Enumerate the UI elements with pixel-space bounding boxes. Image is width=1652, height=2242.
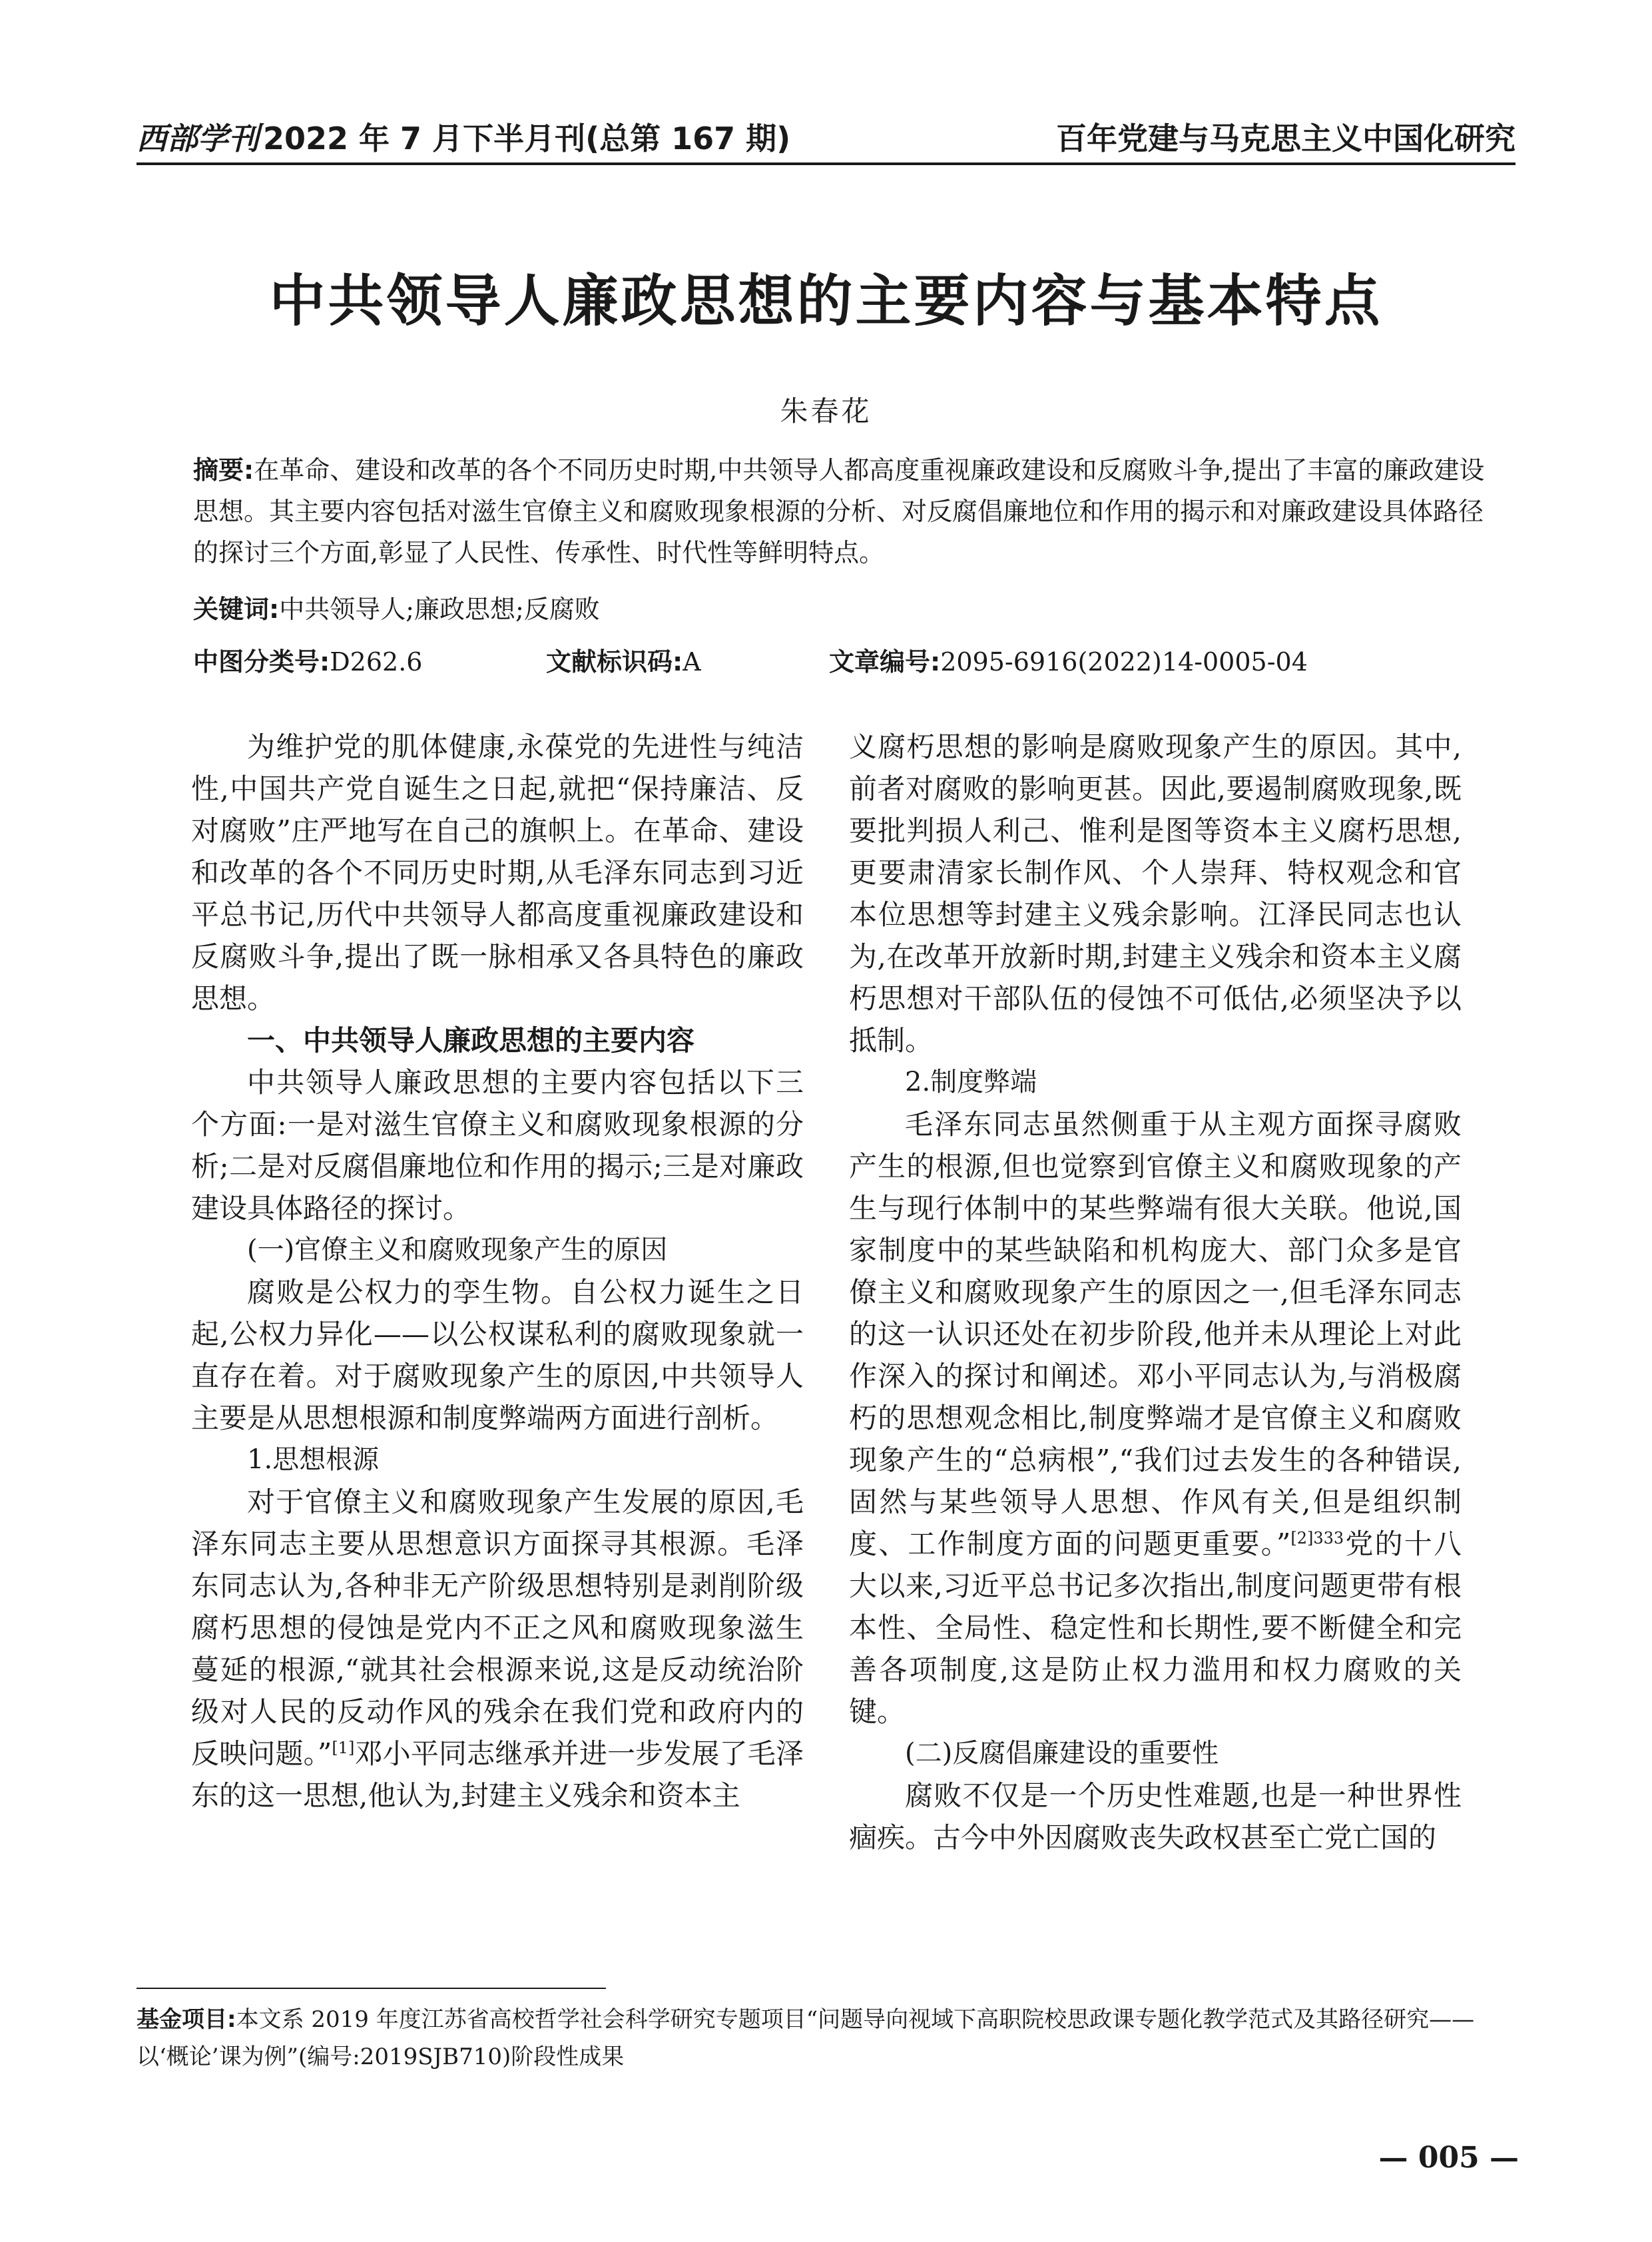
clc-value: D262.6: [330, 647, 423, 677]
subsection-heading: 1.思想根源: [247, 1444, 380, 1475]
clc-label: 中图分类号:: [193, 647, 330, 677]
journal-logo: 西部学刊: [137, 121, 259, 156]
paragraph: 中共领导人廉政思想的主要内容包括以下三个方面:一是对滋生官僚主义和腐败现象根源的分析;二是对反腐倡廉地位和作用的揭示;三是对廉政建设具体路径的探讨。: [191, 1066, 804, 1225]
subsection-heading: (二)反腐倡廉建设的重要性: [905, 1738, 1219, 1769]
paragraph-text: 对于官僚主义和腐败现象产生发展的原因,毛泽东同志主要从思想意识方面探寻其根源。毛泽东同志认为,各种非无产阶级思想特别是剥削阶级腐朽思想的侵蚀是党内不正之风和腐败现象滋生蔓延的根源,“就其社会根源来说,这是反动统治阶级对人民的反动作风的残余在我们党和政府内的反映问题。”: [191, 1486, 804, 1770]
keywords: [193, 589, 600, 629]
paragraph: 腐败不仅是一个历史性难题,也是一种世界性痼疾。古今中外因腐败丧失政权甚至亡党亡国的: [849, 1779, 1462, 1854]
paragraph: [849, 1103, 1462, 1733]
funding-note: [137, 2001, 1515, 2076]
abstract-text: 在革命、建设和改革的各个不同历史时期,中共领导人都高度重视廉政建设和反腐败斗争,提出了丰富的廉政建设思想。其主要内容包括对滋生官僚主义和腐败现象根源的分析、对反腐倡廉地位和作用的揭示和对廉政建设具体路径的探讨三个方面,彰显了人民性、传承性、时代性等鲜明特点。: [193, 455, 1485, 567]
body-column-right: [849, 726, 1462, 1858]
keywords-text: 中共领导人;廉政思想;反腐败: [279, 595, 600, 624]
doc-code-label: 文献标识码:: [546, 647, 683, 677]
paragraph: 为维护党的肌体健康,永葆党的先进性与纯洁性,中国共产党自诞生之日起,就把“保持廉洁、反对腐败”庄严地写在自己的旗帜上。在革命、建设和改革的各个不同历史时期,从毛泽东同志到习近平总书记,历代中共领导人都高度重视廉政建设和反腐败斗争,提出了既一脉相承又各具特色的廉政思想。: [191, 730, 804, 1015]
article-number: [829, 641, 1308, 678]
section-heading: 一、中共领导人廉政思想的主要内容: [247, 1024, 695, 1057]
article-author: 朱春花: [780, 395, 872, 427]
subsection-heading: 2.制度弊端: [905, 1067, 1037, 1097]
header-rule: [137, 162, 1515, 165]
paragraph-text: 党的十八大以来,习近平总书记多次指出,制度问题更带有根本性、全局性、稳定性和长期性,要不断健全和完善各项制度,这是防止权力滥用和权力腐败的关键。: [849, 1528, 1462, 1728]
citation: [2]333: [1290, 1529, 1344, 1547]
doc-code-value: A: [683, 647, 701, 677]
article-no-label: 文章编号:: [829, 647, 941, 677]
paragraph: 腐败是公权力的孪生物。自公权力诞生之日起,公权力异化——以公权谋私利的腐败现象就一直存在着。对于腐败现象产生的原因,中共领导人主要是从思想根源和制度弊端两方面进行剖析。: [191, 1276, 804, 1434]
paragraph-text: 毛泽东同志虽然侧重于从主观方面探寻腐败产生的根源,但也觉察到官僚主义和腐败现象的产生与现行体制中的某些弊端有很大关联。他说,国家制度中的某些缺陷和机构庞大、部门众多是官僚主义和腐败现象产生的原因之一,但毛泽东同志的这一认识还处在初步阶段,他并未从理论上对此作深入的探讨和阐述。邓小平同志认为,与消极腐朽的思想观念相比,制度弊端才是官僚主义和腐败现象产生的“总病根”,“我们过去发生的各种错误,固然与某些领导人思想、作风有关,但是组织制度、工作制度方面的问题更重要。”: [849, 1108, 1462, 1560]
article-title: 中共领导人廉政思想的主要内容与基本特点: [269, 268, 1383, 334]
footnote-rule: [137, 1988, 606, 1989]
citation: [1]: [332, 1739, 355, 1757]
article-no-value: 2095-6916(2022)14-0005-04: [940, 647, 1308, 677]
running-header-left: [137, 115, 790, 158]
body-column-left: [191, 726, 804, 1817]
issue-info: 2022 年 7 月下半月刊(总第 167 期): [263, 121, 791, 156]
running-header-column: 百年党建与马克思主义中国化研究: [1056, 121, 1515, 156]
funding-label: 基金项目:: [137, 2006, 236, 2033]
abstract: [193, 449, 1488, 573]
document-code: [546, 641, 701, 678]
funding-text: 本文系 2019 年度江苏省高校哲学社会科学研究专题项目“问题导向视域下高职院校思政课专题化教学范式及其路径研究——以‘概论’课为例”(编号:2019SJB710)阶段性成果: [137, 2006, 1475, 2070]
paragraph: 义腐朽思想的影响是腐败现象产生的原因。其中,前者对腐败的影响更甚。因此,要遏制腐败现象,既要批判损人利己、惟利是图等资本主义腐朽思想,更要肃清家长制作风、个人崇拜、特权观念和官本位思想等封建主义残余影响。江泽民同志也认为,在改革开放新时期,封建主义残余和资本主义腐朽思想对干部队伍的侵蚀不可低估,必须坚决予以抵制。: [849, 730, 1462, 1057]
paragraph-text: 邓小平同志继承并进一步发展了毛泽东的这一思想,他认为,封建主义残余和资本主: [191, 1737, 804, 1812]
clc-number: [193, 641, 422, 678]
keywords-label: 关键词:: [193, 595, 280, 624]
abstract-label: 摘要:: [193, 455, 254, 485]
page-number: — 005 —: [1378, 2141, 1519, 2175]
subsection-heading: (一)官僚主义和腐败现象产生的原因: [247, 1235, 668, 1265]
paragraph: [191, 1481, 804, 1817]
